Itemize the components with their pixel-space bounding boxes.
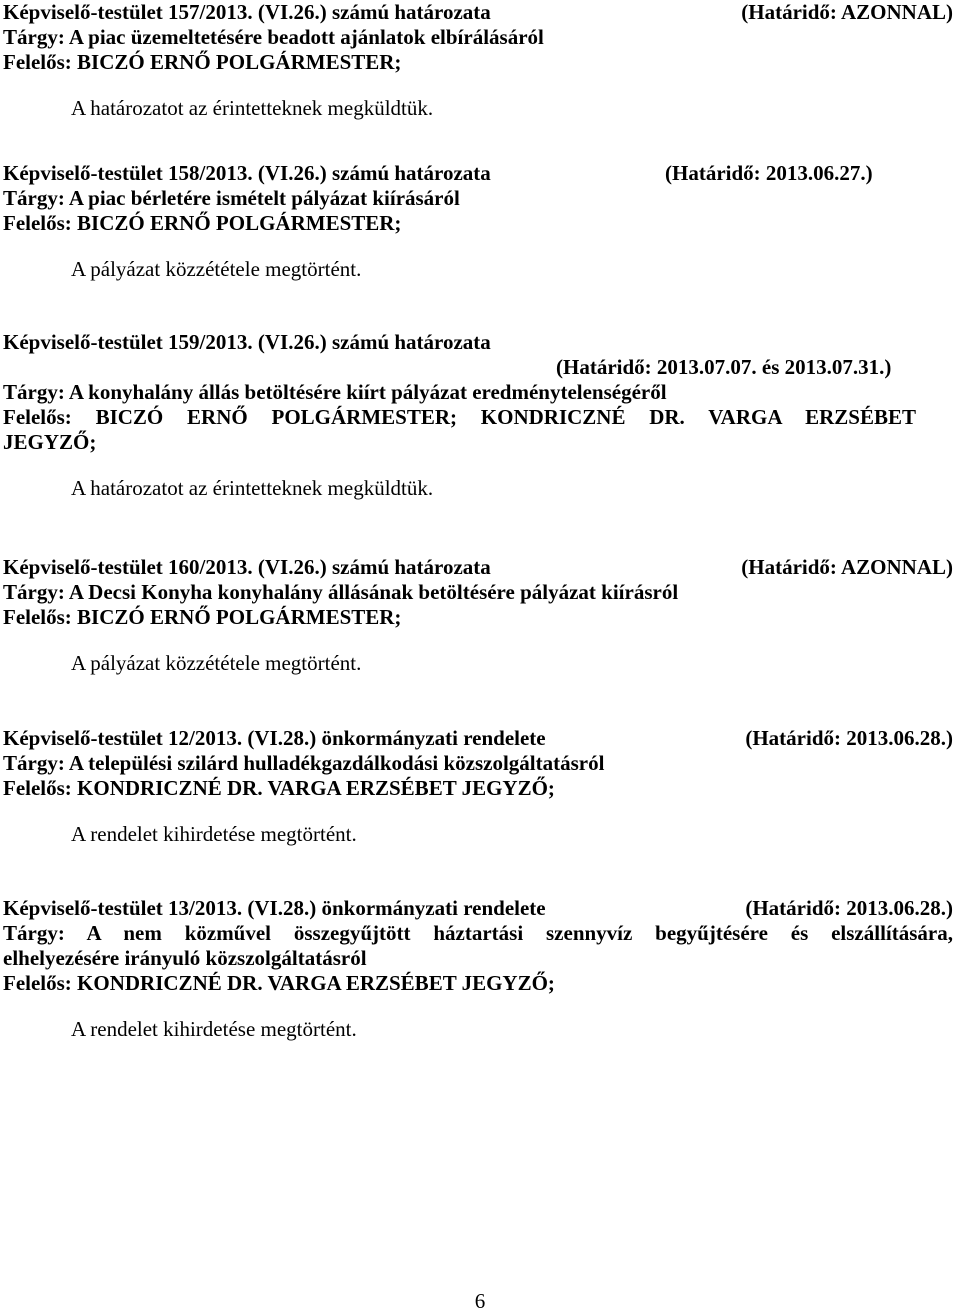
subject: Tárgy: A Decsi Konyha konyhalány állásának betöltésére pályázat kiírásról: [3, 580, 679, 604]
resolution-158: [3, 161, 953, 282]
ordinance-heading: Képviselő-testület 12/2013. (VI.28.) önkormányzati rendelete: [3, 726, 546, 750]
deadline: (Határidő: AZONNAL): [741, 0, 953, 24]
subject: Tárgy: A nem közművel összegyűjtött háztartási szennyvíz begyűjtésére és elszállítására,: [3, 921, 953, 945]
resolution-heading: Képviselő-testület 159/2013. (VI.26.) számú határozata: [3, 330, 491, 354]
ordinance-12: [3, 726, 953, 847]
ordinance-13: [3, 896, 953, 1042]
responsible: Felelős: BICZÓ ERNŐ POLGÁRMESTER;: [3, 605, 402, 629]
resolution-heading: Képviselő-testület 157/2013. (VI.26.) számú határozata: [3, 0, 491, 24]
responsible: Felelős: KONDRICZNÉ DR. VARGA ERZSÉBET JEGYZŐ;: [3, 971, 555, 995]
deadline: (Határidő: 2013.06.28.): [745, 726, 953, 750]
page-number: 6: [474, 1289, 486, 1313]
subject: Tárgy: A piac bérletére ismételt pályázat kiírásáról: [3, 186, 460, 210]
responsible: Felelős: BICZÓ ERNŐ POLGÁRMESTER;: [3, 211, 402, 235]
subject: Tárgy: A konyhalány állás betöltésére kiírt pályázat eredménytelenségéről: [3, 380, 667, 404]
resolution-heading: Képviselő-testület 160/2013. (VI.26.) számú határozata: [3, 555, 491, 579]
resolution-160: [3, 555, 953, 676]
responsible: Felelős: BICZÓ ERNŐ POLGÁRMESTER;: [3, 50, 402, 74]
resolution-heading: Képviselő-testület 158/2013. (VI.26.) számú határozata: [3, 161, 491, 185]
status-note: A határozatot az érintetteknek megküldtük.: [71, 476, 434, 500]
status-note: A rendelet kihirdetése megtörtént.: [71, 822, 357, 846]
responsible: Felelős: KONDRICZNÉ DR. VARGA ERZSÉBET JEGYZŐ;: [3, 776, 555, 800]
status-note: A pályázat közzététele megtörtént.: [71, 651, 362, 675]
subject: Tárgy: A települési szilárd hulladékgazdálkodási közszolgáltatásról: [3, 751, 605, 775]
status-note: A rendelet kihirdetése megtörtént.: [71, 1017, 357, 1041]
deadline: (Határidő: 2013.06.27.): [665, 161, 873, 185]
subject-continued: elhelyezésére irányuló közszolgáltatásról: [3, 946, 367, 970]
deadline: (Határidő: 2013.07.07. és 2013.07.31.): [556, 355, 892, 379]
responsible: Felelős: BICZÓ ERNŐ POLGÁRMESTER; KONDRICZNÉ DR. VARGA ERZSÉBET: [3, 405, 916, 429]
deadline: (Határidő: 2013.06.28.): [745, 896, 953, 920]
status-note: A pályázat közzététele megtörtént.: [71, 257, 362, 281]
deadline: (Határidő: AZONNAL): [741, 555, 953, 579]
status-note: A határozatot az érintetteknek megküldtük.: [71, 96, 434, 120]
subject: Tárgy: A piac üzemeltetésére beadott ajánlatok elbírálásáról: [3, 25, 544, 49]
resolution-157: [3, 0, 953, 121]
resolution-159: [3, 330, 953, 501]
responsible-continued: JEGYZŐ;: [3, 430, 97, 454]
ordinance-heading: Képviselő-testület 13/2013. (VI.28.) önkormányzati rendelete: [3, 896, 546, 920]
